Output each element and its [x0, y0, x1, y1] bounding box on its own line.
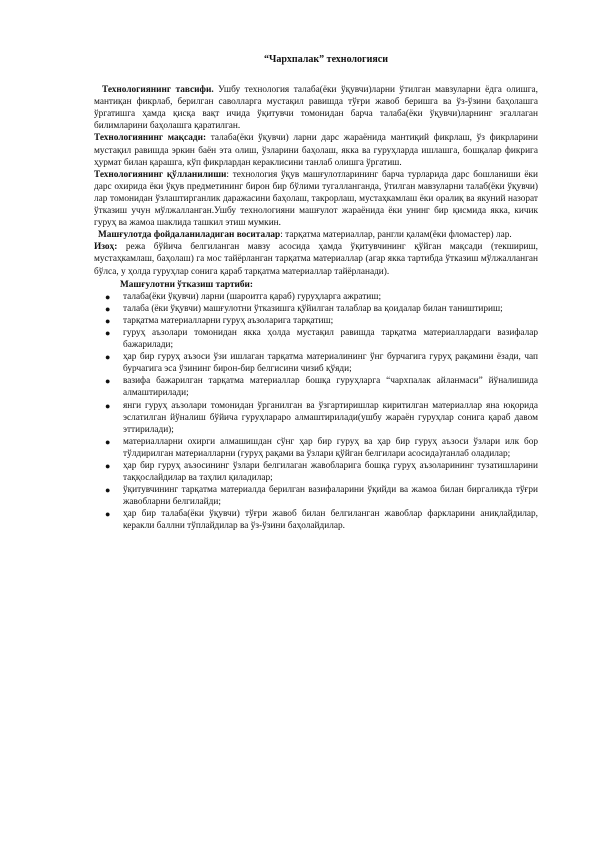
list-item-text: ўқитувчининг тарқатма материалда берилган вазифаларини ўқийди ва жамоа билан биргаликда тўғри жавобларни белгилайди; — [123, 485, 538, 508]
goal-text: талаба(ёки ўқувчи) ларни дарс жараёнида мантиқий фикрлаш, ўз фикрларини мустақил равишда эркин баён эта олиш, ўзларини баҳолаш, якка ва гуруҳларда ишлашга, бошқалар фикрига ҳурмат билан қарашга, кўп фикрлардан кераклисини танлаб олишга ўргатиш. — [94, 133, 538, 168]
tools-label: Машғулотда фойдаланиладиган воситалар — [98, 230, 281, 241]
bullet-icon: ● — [105, 461, 111, 471]
list-item — [94, 315, 538, 327]
bullet-icon: ● — [105, 509, 111, 520]
list-item-text: ҳар бир гуруҳ аъзосининг ўзлари белгилаган жавобларига бошқа гуруҳ аъзоларининг тузатишларини таққослайдилар ва таҳлил қиладилар; — [123, 461, 538, 484]
list-item-text: гуруҳ аъзолари томонидан якка ҳолда мустақил равишда тарқатма материаллардаги вазифалар бажарилади; — [123, 327, 538, 351]
document-page — [94, 54, 538, 533]
description-label: Технологиянинг тавсифи. — [102, 85, 214, 96]
note-label: Изоҳ: — [94, 242, 118, 253]
list-item — [94, 460, 538, 484]
bullet-icon: ● — [105, 352, 111, 363]
bullet-icon: ● — [105, 400, 111, 411]
tools-paragraph — [94, 229, 538, 241]
list-item — [94, 291, 538, 303]
list-item — [94, 436, 538, 460]
tools-text: : тарқатма материаллар, рангли қалам(ёки фломастер) лар. — [280, 230, 512, 241]
list-item — [94, 351, 538, 375]
list-item-text: ҳар бир гуруҳ аъзоси ўзи ишлаган тарқатма материалининг ўнг бурчагига гуруҳ рақамини ёзади, чап бурчагига эса ўзининг бирон-бир белгисини чизиб қўяди; — [123, 352, 538, 375]
list-item-text: вазифа бажарилган тарқатма материаллар бошқа гуруҳларга “чархпалак айланмаси” йўналишида алмаштирилади; — [123, 376, 538, 399]
note-text: режа бўйича белгиланган мавзу асосида ҳамда ўқитувчининг қўйган мақсади (текшириш, мустаҳкамлаш, баҳолаш) га мос тайёрланган тарқатма материаллар (агар якка тартибда ўтказиш мўлжалланган бўлса, у ҳолда гуруҳлар сонига қараб тарқатма материаллар тайёрланади). — [94, 242, 538, 277]
bullet-icon: ● — [105, 327, 111, 338]
bullet-icon: ● — [105, 376, 111, 387]
bullet-icon: ● — [105, 436, 111, 447]
list-item-text: талаба (ёки ўқувчи) машғулотни ўтказишга қўйилган талаблар ва қоидалар билан таништириш; — [123, 303, 503, 314]
list-item — [94, 508, 538, 532]
list-item-text: талаба(ёки ўқувчи) ларни (шароитга қараб) гуруҳларга ажратиш; — [123, 291, 382, 302]
list-item — [94, 327, 538, 351]
list-item-text: янги гуруҳ аъзолари томонидан ўрганилган ва ўзгартиришлар киритилган материаллар яна юқорида эслатилган йўналиш бўйича гуруҳлараро алмаштирилади(ушбу жараён гуруҳлар сонига қараб давом эттирилади); — [123, 400, 538, 435]
list-item — [94, 400, 538, 436]
bullet-icon: ● — [105, 303, 111, 314]
usage-label: Технологиянинг қўлланилиши — [94, 169, 227, 180]
goal-paragraph — [94, 132, 538, 168]
page-title: “Чархпалак” технологияси — [264, 54, 388, 65]
note-paragraph — [94, 241, 538, 277]
list-item-text: тарқатма материалларни гуруҳ аъзоларига тарқатиш; — [123, 315, 334, 326]
bullet-icon: ● — [105, 485, 111, 496]
bullet-icon: ● — [105, 291, 111, 302]
list-item — [94, 303, 538, 315]
list-item — [94, 484, 538, 508]
procedure-heading: Машғулотни ўтказиш тартиби: — [120, 279, 254, 290]
usage-paragraph — [94, 169, 538, 229]
procedure-list — [94, 291, 538, 533]
description-paragraph — [94, 84, 538, 132]
list-item — [94, 375, 538, 399]
usage-text: : технология ўқув машғулотларининг барча турларида дарс бошланиши ёки дарс охирида ёки ўқув предметининг бирон бир бўлими тугалланганда, ўтилган мавзуларни талаб(ёки ўқувчи) лар томонидан ўзлаштирганлик даражасини баҳолаш, такрорлаш, мустаҳкамлаш ёки оралиқ ва якуний назорат ўтказиш учун мўлжалланган.Ушбу технологияни машғулот жараёнида ёки унинг бир қисмида якка, кичик гуруҳ ва жамоа шаклида ташкил этиш мумкин. — [94, 169, 539, 229]
bullet-icon: ● — [105, 315, 111, 326]
list-item-text: материалларни охирги алмашишдан сўнг ҳар бир гуруҳ ва ҳар бир гуруҳ аъзоси ўзлари илк бор тўлдирилган материалларни (гуруҳ рақами ва ўзлари қўйган белгилари асосида)танлаб оладилар; — [123, 436, 538, 459]
goal-label: Технологиянинг мақсади: — [94, 133, 207, 144]
description-text: Ушбу технология талаба(ёки ўқувчи)ларни ўтилган мавзуларни ёдга олишга, мантиқан фикрлаб, берилган саволларга мустақил равишда тўғри жавоб беришга ва ўз-ўзини баҳолашга ўргатишга ҳамда қисқа вақт ичида ўқитувчи томонидан барча талаба(ёки ўқувчи)ларнинг эгаллаган билимларини баҳолашга қаратилган. — [94, 85, 538, 132]
list-item-text: ҳар бир талаба(ёки ўқувчи) тўғри жавоб билан белгиланган жавоблар фаркларини аниқлайдилар, керакли баллни тўплайдилар ва ўз-ўзини баҳолайдилар. — [123, 509, 538, 532]
